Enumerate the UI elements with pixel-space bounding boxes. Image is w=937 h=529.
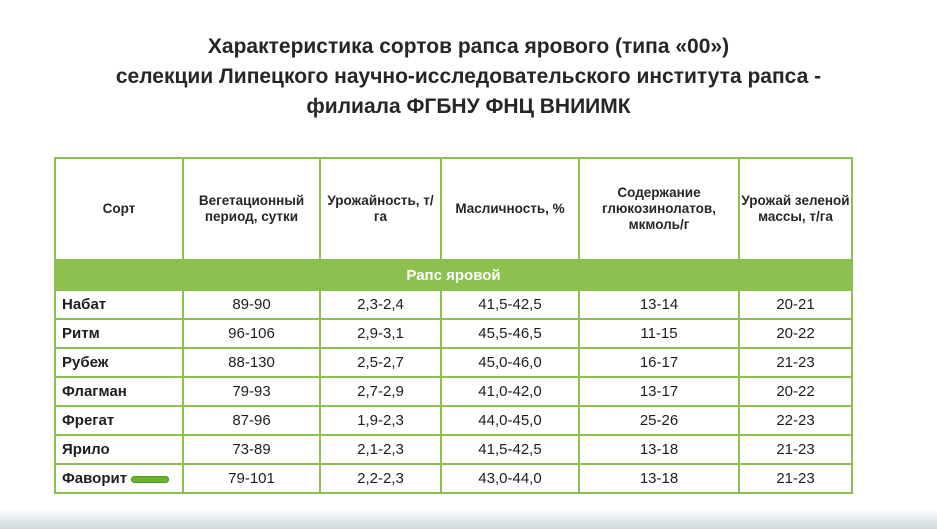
green-mass-cell (739, 348, 852, 377)
yield-cell-text: 2,9-3,1 (357, 325, 404, 342)
glucosinolates-cell (579, 406, 739, 435)
green-mass-cell-text: 21-23 (776, 354, 815, 371)
variety-name (55, 319, 183, 348)
yield-cell (320, 435, 441, 464)
oil-content-cell (441, 319, 579, 348)
green-mass-cell (739, 406, 852, 435)
table-row (55, 464, 852, 493)
green-mass-cell-text: 22-23 (776, 412, 815, 429)
varieties-table (54, 157, 853, 494)
header-vegetation-period: Вегетационный период, сутки (183, 158, 320, 260)
oil-content-cell-text: 41,0-42,0 (478, 383, 542, 400)
variety-name-text: Фаворит (62, 470, 128, 487)
title-line-2: селекции Липецкого научно-исследовательского института рапса - (115, 65, 822, 88)
green-mass-cell-text: 20-22 (776, 325, 815, 342)
vegetation-period-cell (183, 319, 320, 348)
vegetation-period-cell (183, 377, 320, 406)
section-label: Рапс яровой (55, 260, 852, 290)
variety-name (55, 464, 183, 493)
yield-cell (320, 290, 441, 319)
variety-name-text: Флагман (62, 383, 127, 400)
yield-cell (320, 406, 441, 435)
vegetation-period-cell (183, 290, 320, 319)
variety-name (55, 348, 183, 377)
yield-cell-text: 2,3-2,4 (357, 296, 404, 313)
header-oil-content: Масличность, % (441, 158, 579, 260)
oil-content-cell-text: 44,0-45,0 (478, 412, 542, 429)
table-row (55, 377, 852, 406)
variety-name (55, 435, 183, 464)
green-mass-cell-text: 20-22 (776, 383, 815, 400)
yield-cell (320, 377, 441, 406)
yield-cell-text: 1,9-2,3 (357, 412, 404, 429)
glucosinolates-cell (579, 464, 739, 493)
header-yield: Урожайность, т/га (320, 158, 441, 260)
page-title (0, 32, 937, 122)
glucosinolates-cell (579, 290, 739, 319)
oil-content-cell (441, 377, 579, 406)
oil-content-cell-text: 45,5-46,5 (478, 325, 542, 342)
vegetation-period-cell-text: 87-96 (232, 412, 271, 429)
oil-content-cell (441, 464, 579, 493)
table-row (55, 406, 852, 435)
glucosinolates-cell-text: 25-26 (639, 412, 679, 429)
variety-name-text: Ярило (62, 441, 110, 458)
yield-cell (320, 464, 441, 493)
table-row (55, 290, 852, 319)
glucosinolates-cell-text: 13-18 (639, 441, 679, 458)
vegetation-period-cell (183, 406, 320, 435)
glucosinolates-cell-text: 11-15 (640, 325, 678, 342)
green-mass-cell-text: 20-21 (776, 296, 815, 313)
oil-content-cell-text: 43,0-44,0 (478, 470, 542, 487)
variety-name (55, 406, 183, 435)
vegetation-period-cell-text: 96-106 (228, 325, 275, 342)
yield-cell (320, 319, 441, 348)
green-mass-cell-text: 21-23 (776, 470, 815, 487)
variety-name-text: Ритм (62, 325, 100, 342)
vegetation-period-cell-text: 73-89 (232, 441, 271, 458)
green-mass-cell-text: 21-23 (776, 441, 815, 458)
variety-name-text: Рубеж (62, 354, 109, 371)
oil-content-cell (441, 435, 579, 464)
glucosinolates-cell (579, 348, 739, 377)
title-line-1: Характеристика сортов рапса ярового (типа «00») (207, 35, 730, 58)
glucosinolates-cell (579, 435, 739, 464)
yield-cell-text: 2,7-2,9 (357, 383, 404, 400)
glucosinolates-cell (579, 377, 739, 406)
glucosinolates-cell (579, 319, 739, 348)
header-green-mass: Урожай зеленой массы, т/га (739, 158, 852, 260)
table-row (55, 319, 852, 348)
section-row (55, 260, 852, 290)
green-mass-cell (739, 435, 852, 464)
green-mass-cell (739, 377, 852, 406)
oil-content-cell-text: 41,5-42,5 (478, 296, 542, 313)
table-row (55, 435, 852, 464)
yield-cell (320, 348, 441, 377)
vegetation-period-cell-text: 89-90 (232, 296, 271, 313)
vegetation-period-cell-text: 88-130 (228, 354, 275, 371)
green-mass-cell (739, 464, 852, 493)
bottom-decoration (0, 509, 937, 529)
vegetation-period-cell (183, 348, 320, 377)
variety-name-text: Фрегат (62, 412, 115, 429)
yield-cell-text: 2,2-2,3 (357, 470, 404, 487)
glucosinolates-cell-text: 16-17 (639, 354, 679, 371)
oil-content-cell (441, 290, 579, 319)
vegetation-period-cell (183, 435, 320, 464)
yield-cell-text: 2,1-2,3 (357, 441, 404, 458)
vegetation-period-cell-text: 79-93 (232, 383, 271, 400)
oil-content-cell-text: 41,5-42,5 (478, 441, 542, 458)
header-variety: Сорт (55, 158, 183, 260)
vegetation-period-cell-text: 79-101 (228, 470, 275, 487)
variety-name (55, 290, 183, 319)
green-mass-cell (739, 319, 852, 348)
glucosinolates-cell-text: 13-18 (639, 470, 679, 487)
header-row (55, 158, 852, 260)
oil-content-cell (441, 406, 579, 435)
glucosinolates-cell-text: 13-17 (639, 383, 679, 400)
title-line-3: филиала ФГБНУ ФНЦ ВНИИМК (306, 95, 631, 118)
green-mass-cell (739, 290, 852, 319)
new-variety-badge-icon (131, 476, 169, 483)
yield-cell-text: 2,5-2,7 (357, 354, 404, 371)
variety-name (55, 377, 183, 406)
table-row (55, 348, 852, 377)
variety-name-text: Набат (62, 296, 107, 313)
oil-content-cell-text: 45,0-46,0 (478, 354, 542, 371)
glucosinolates-cell-text: 13-14 (639, 296, 679, 313)
header-glucosinolates: Содержание глюкозинолатов, мкмоль/г (579, 158, 739, 260)
vegetation-period-cell (183, 464, 320, 493)
oil-content-cell (441, 348, 579, 377)
